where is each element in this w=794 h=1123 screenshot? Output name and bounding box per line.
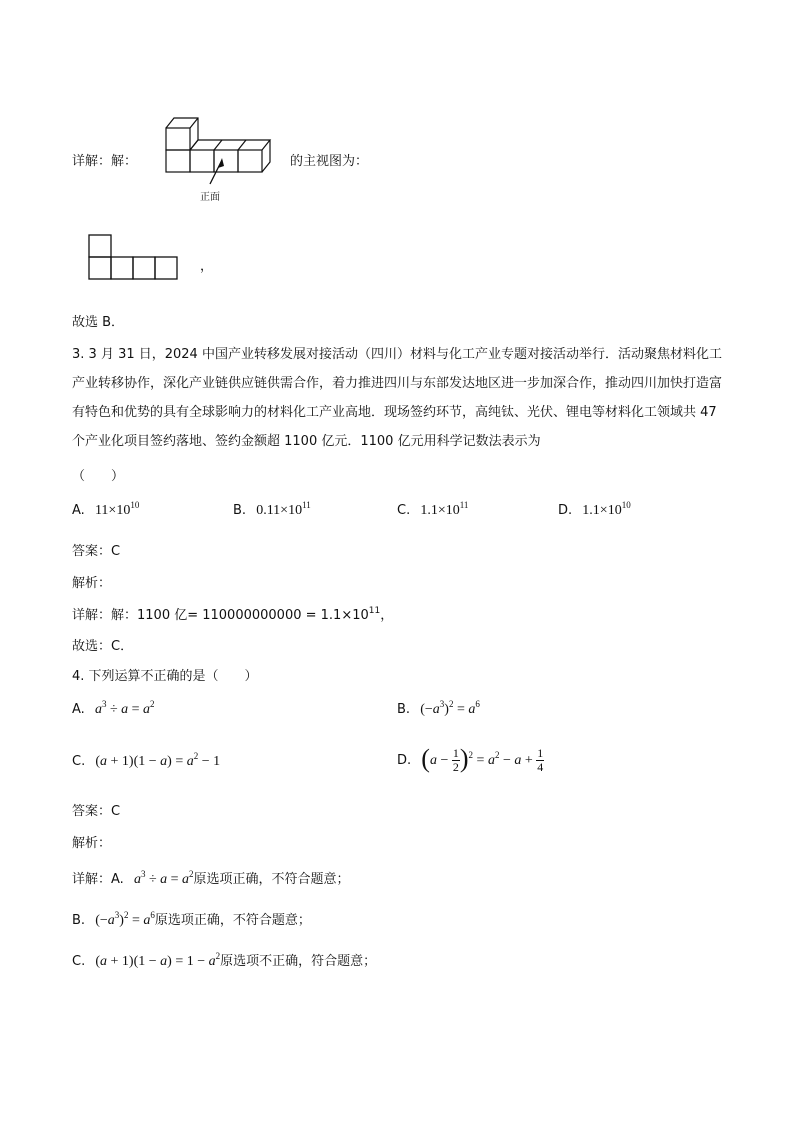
option-letter: B. <box>397 702 411 717</box>
q3-detail-equation: = 110000000000 = 1.1×10 <box>187 608 369 623</box>
option-exponent: 10 <box>130 500 140 510</box>
q3-detail-prefix: 详解：解：1100 亿 <box>72 608 188 623</box>
q3-option-a <box>72 500 140 519</box>
detail-label: 详解：A. <box>72 872 124 887</box>
option-letter: C. <box>397 503 411 518</box>
option-letter: D. <box>397 753 412 768</box>
detail-label: C. <box>72 954 86 969</box>
q4-stem: 4. 下列运算不正确的是（ ） <box>72 669 258 684</box>
q3-analysis: 解析： <box>72 576 112 591</box>
q4-detail-b: B. $(-a^3)^2 = a^6$原选项正确，不符合题意； <box>72 910 311 928</box>
option-value: 1.1×10 <box>582 503 622 518</box>
q3-detail-exponent: 11 <box>368 606 381 616</box>
q4-option-b: B. $(-a^3)^2 = a^6$ <box>397 699 480 717</box>
q3-option-d <box>558 500 631 519</box>
option-letter: A. <box>72 503 85 518</box>
option-value: 0.11×10 <box>256 503 303 518</box>
q2-detail-suffix: 的主视图为： <box>290 154 369 169</box>
q4-option-c: C. $(a + 1)(1 - a) = a^2 - 1$ <box>72 751 221 769</box>
detail-text: 原选项正确，不符合题意； <box>193 872 350 887</box>
arrow-label: 正面 <box>200 192 220 203</box>
q4-analysis: 解析： <box>72 836 112 851</box>
q3-detail <box>72 604 393 623</box>
detail-text: 原选项正确，不符合题意； <box>154 913 311 928</box>
option-value: 11×10 <box>94 503 131 518</box>
q2-conclusion: 故选 B． <box>72 315 125 330</box>
front-view-diagram <box>88 234 182 282</box>
q4-detail-c: C. $(a + 1)(1 - a) = 1 - a^2$原选项不正确，符合题意； <box>72 951 377 969</box>
option-exponent: 10 <box>621 500 631 510</box>
q3-detail-end: ， <box>380 608 394 623</box>
detail-text: 原选项不正确，符合题意； <box>220 954 377 969</box>
option-exponent: 11 <box>302 500 311 510</box>
q3-option-b <box>233 500 311 519</box>
q2-detail-prefix: 详解：解： <box>72 154 138 169</box>
q3-option-c <box>397 500 469 519</box>
q4-option-a: A. $a^3 \div a = a^2$ <box>72 699 155 717</box>
q4-detail-a: 详解：A. $a^3 \div a = a^2$原选项正确，不符合题意； <box>72 869 350 887</box>
option-letter: A. <box>72 702 85 717</box>
q3-answer: 答案：C <box>72 544 121 559</box>
option-exponent: 11 <box>459 500 469 510</box>
q3-paren: （ ） <box>72 469 125 484</box>
option-letter: B. <box>233 503 247 518</box>
q3-stem: 3. 3 月 31 日，2024 中国产业转移发展对接活动（四川）材料与化工产业专题对接活动举行．活动聚焦材料化工产业转移协作，深化产业链供应链供需合作，着力推进四川与东部发达地区进一步加深合作，推动四川加快打造富有特色和优势的具有全球影响力的材料化工产业高地．现场签约环节，高纯钛、光伏、锂电等材料化工领域共 47 个产业化项目签约落地、签约金额超 1100 亿元．1100 亿元用科学记数法表示为 <box>72 347 723 449</box>
option-value: 1.1×10 <box>420 503 460 518</box>
q4-answer: 答案：C <box>72 804 121 819</box>
q4-option-d: D. (a − $\frac{1}{2}$ )$^2 = a^2 - a$ + $\frac{1}{4}$ <box>397 744 544 775</box>
front-view-comma: ， <box>200 259 214 274</box>
option-letter: D. <box>558 503 573 518</box>
option-letter: C. <box>72 754 86 769</box>
detail-label: B. <box>72 913 86 928</box>
q3-conclusion: 故选：C． <box>72 639 134 654</box>
